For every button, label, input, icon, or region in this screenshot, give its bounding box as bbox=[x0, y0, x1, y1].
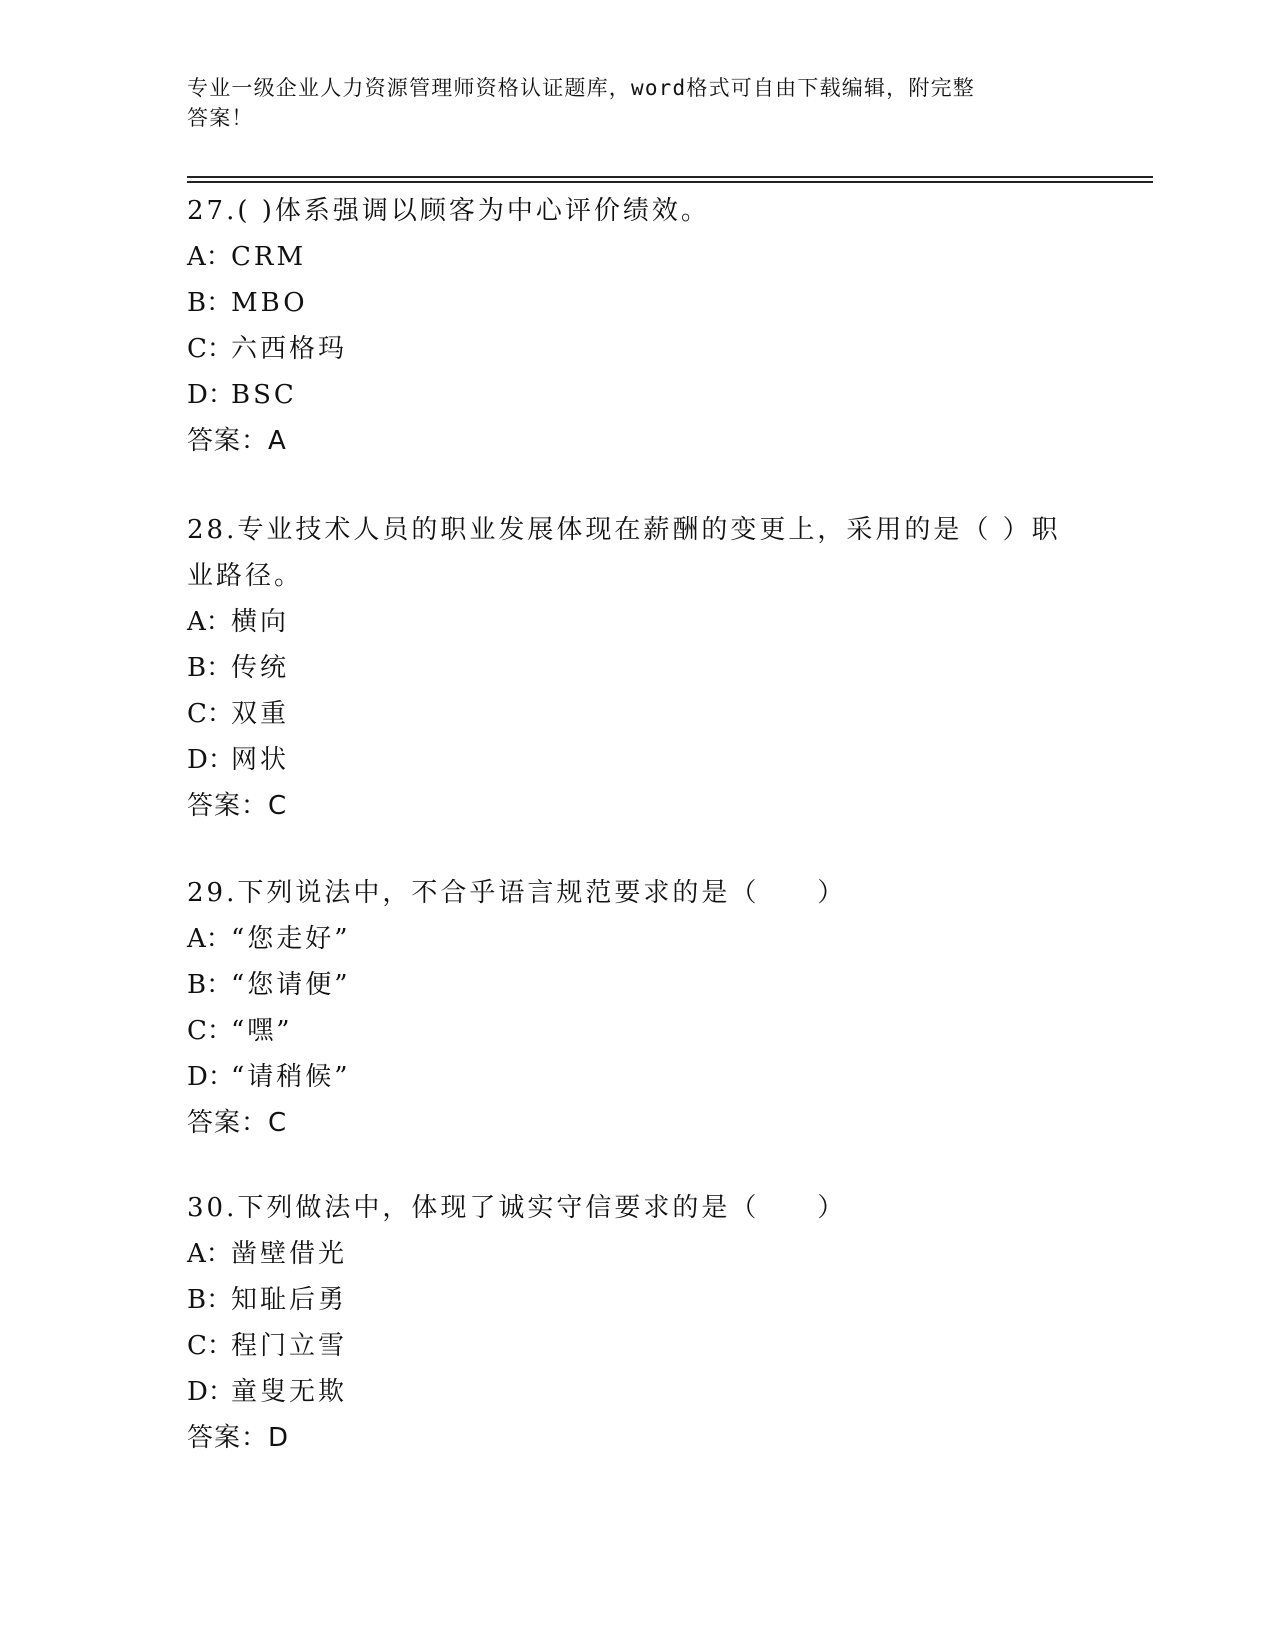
question-stem-continued: 业路径。 bbox=[187, 561, 304, 591]
option-label: D： bbox=[187, 1377, 234, 1407]
option-a bbox=[187, 1231, 1087, 1277]
answer: 答案：C bbox=[187, 791, 288, 821]
question-27 bbox=[187, 188, 1087, 464]
option-text: 童叟无欺 bbox=[231, 1377, 348, 1407]
answer: 答案：D bbox=[187, 1423, 290, 1453]
option-text: “嘿” bbox=[231, 1016, 293, 1046]
header-line-1: 专业一级企业人力资源管理师资格认证题库，word格式可自由下载编辑，附完整 bbox=[187, 76, 975, 100]
option-label: A： bbox=[187, 1239, 232, 1269]
question-29 bbox=[187, 870, 1087, 1146]
option-label: A： bbox=[187, 242, 232, 272]
option-text: 横向 bbox=[231, 607, 290, 637]
option-c bbox=[187, 691, 1087, 737]
option-b bbox=[187, 280, 1087, 326]
option-label: C： bbox=[187, 334, 233, 364]
question-stem: 29.下列说法中，不合乎语言规范要求的是（ ） bbox=[187, 878, 847, 908]
option-label: B： bbox=[187, 970, 233, 1000]
option-label: A： bbox=[187, 607, 232, 637]
option-label: C： bbox=[187, 1331, 233, 1361]
option-label: D： bbox=[187, 745, 234, 775]
option-text: 凿壁借光 bbox=[231, 1239, 348, 1269]
header-divider-top bbox=[187, 176, 1153, 178]
option-label: D： bbox=[187, 1062, 234, 1092]
header-line-2: 答案！ bbox=[187, 106, 254, 130]
option-label: B： bbox=[187, 1285, 233, 1315]
option-text: 网状 bbox=[231, 745, 290, 775]
option-d bbox=[187, 737, 1087, 783]
option-label: C： bbox=[187, 699, 233, 729]
option-a bbox=[187, 599, 1087, 645]
option-label: C： bbox=[187, 1016, 233, 1046]
question-28 bbox=[187, 507, 1087, 829]
option-text: MBO bbox=[231, 288, 308, 318]
document-header bbox=[187, 73, 1087, 133]
answer: 答案：C bbox=[187, 1108, 288, 1138]
option-d bbox=[187, 1054, 1087, 1100]
option-text: “您走好” bbox=[231, 924, 351, 954]
option-d bbox=[187, 372, 1087, 418]
question-stem: 28.专业技术人员的职业发展体现在薪酬的变更上，采用的是（ ）职 bbox=[187, 515, 1061, 545]
question-30 bbox=[187, 1185, 1087, 1461]
question-stem: 30.下列做法中，体现了诚实守信要求的是（ ） bbox=[187, 1193, 847, 1223]
option-text: 六西格玛 bbox=[231, 334, 348, 364]
option-label: B： bbox=[187, 653, 233, 683]
option-text: “您请便” bbox=[231, 970, 351, 1000]
option-text: 传统 bbox=[231, 653, 290, 683]
option-label: D： bbox=[187, 380, 234, 410]
option-c bbox=[187, 1323, 1087, 1369]
option-d bbox=[187, 1369, 1087, 1415]
answer: 答案：A bbox=[187, 426, 287, 456]
option-text: “请稍候” bbox=[231, 1062, 351, 1092]
option-text: BSC bbox=[231, 380, 297, 410]
option-b bbox=[187, 1277, 1087, 1323]
option-text: 知耻后勇 bbox=[231, 1285, 348, 1315]
option-text: CRM bbox=[231, 242, 307, 272]
option-a bbox=[187, 234, 1087, 280]
option-b bbox=[187, 645, 1087, 691]
option-text: 双重 bbox=[231, 699, 290, 729]
option-b bbox=[187, 962, 1087, 1008]
option-label: B： bbox=[187, 288, 233, 318]
option-label: A： bbox=[187, 924, 232, 954]
question-stem: 27.( )体系强调以顾客为中心评价绩效。 bbox=[187, 196, 710, 226]
option-a bbox=[187, 916, 1087, 962]
option-c bbox=[187, 326, 1087, 372]
option-text: 程门立雪 bbox=[231, 1331, 348, 1361]
header-divider-bottom bbox=[187, 181, 1153, 183]
option-c bbox=[187, 1008, 1087, 1054]
